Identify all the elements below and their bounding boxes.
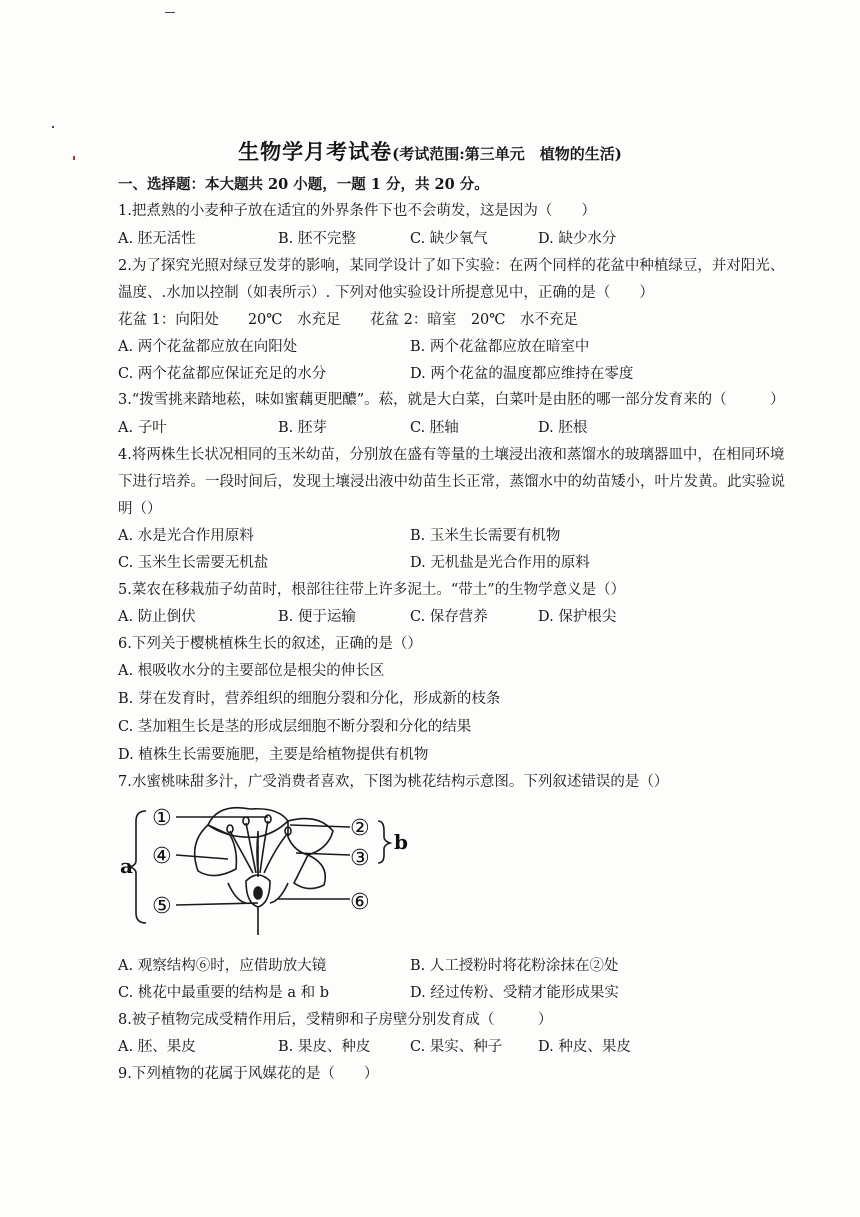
section-heading: 一、选择题：本大题共 20 小题，一题 1 分，共 20 分。 bbox=[118, 176, 489, 193]
question-3-option-b[interactable]: B. 胚芽 bbox=[278, 420, 327, 436]
question-4-stem-line3: 明（） bbox=[118, 501, 162, 517]
question-4-option-b[interactable]: B. 玉米生长需要有机物 bbox=[410, 528, 561, 544]
question-4-stem-line1: 4.将两株生长状况相同的玉米幼苗，分别放在盛有等量的土壤浸出液和蒸馏水的玻璃器皿中，在相同环境 bbox=[118, 447, 785, 463]
petal-shape bbox=[294, 855, 325, 889]
question-1-option-d[interactable]: D. 缺少水分 bbox=[538, 231, 617, 247]
question-8-option-d[interactable]: D. 种皮、果皮 bbox=[538, 1039, 631, 1055]
exam-title-scope: (考试范围:第三单元 植物的生活) bbox=[392, 145, 622, 163]
label-1: ① bbox=[152, 806, 172, 831]
ovule-shape bbox=[254, 887, 262, 899]
question-7-stem: 7.水蜜桃味甜多汁，广受消费者喜欢，下图为桃花结构示意图。下列叙述错误的是（） bbox=[118, 774, 669, 790]
question-1-stem: 1.把煮熟的小麦种子放在适宜的外界条件下也不会萌发，这是因为（ ） bbox=[118, 203, 596, 219]
question-9-stem: 9.下列植物的花属于风媒花的是（ ） bbox=[118, 1066, 379, 1082]
question-3-option-d[interactable]: D. 胚根 bbox=[538, 420, 588, 436]
label-5: ⑤ bbox=[152, 894, 172, 919]
question-5-stem: 5.菜农在移栽茄子幼苗时，根部往往带上许多泥土。“带土”的生物学意义是（） bbox=[118, 582, 626, 598]
label-6: ⑥ bbox=[350, 890, 370, 915]
question-2-option-d[interactable]: D. 两个花盆的温度都应维持在零度 bbox=[410, 366, 634, 382]
question-5-option-c[interactable]: C. 保存营养 bbox=[410, 609, 488, 625]
question-6-stem: 6.下列关于樱桃植株生长的叙述，正确的是（） bbox=[118, 636, 422, 652]
petal-shape bbox=[288, 819, 333, 855]
scan-speck bbox=[52, 126, 54, 128]
question-8-option-b[interactable]: B. 果皮、种皮 bbox=[278, 1039, 371, 1055]
leader-line bbox=[176, 855, 228, 859]
question-1-option-c[interactable]: C. 缺少氧气 bbox=[410, 231, 488, 247]
question-4-stem-line2: 下进行培养。一段时间后，发现土壤浸出液中幼苗生长正常，蒸馏水中的幼苗矮小，叶片发黄。此实验说 bbox=[118, 474, 785, 490]
question-6-option-c[interactable]: C. 茎加粗生长是茎的形成层细胞不断分裂和分化的结果 bbox=[118, 719, 472, 735]
question-6-option-b[interactable]: B. 芽在发育时，营养组织的细胞分裂和分化，形成新的枝条 bbox=[118, 691, 501, 707]
group-label-b: b bbox=[394, 830, 408, 854]
question-4-option-d[interactable]: D. 无机盐是光合作用的原料 bbox=[410, 555, 590, 571]
question-4-option-a[interactable]: A. 水是光合作用原料 bbox=[118, 528, 254, 544]
group-label-a: a bbox=[120, 854, 133, 878]
label-3: ③ bbox=[350, 846, 370, 871]
question-2-option-b[interactable]: B. 两个花盆都应放在暗室中 bbox=[410, 339, 590, 355]
brace-b bbox=[378, 821, 390, 863]
question-5-option-a[interactable]: A. 防止倒伏 bbox=[118, 609, 196, 625]
question-2-pot1: 花盆 1：向阳处 20℃ 水充足 bbox=[118, 312, 341, 328]
exam-title bbox=[0, 136, 860, 166]
question-3-option-c[interactable]: C. 胚轴 bbox=[410, 420, 459, 436]
question-6-option-d[interactable]: D. 植株生长需要施肥，主要是给植物提供有机物 bbox=[118, 747, 429, 763]
question-5-option-d[interactable]: D. 保护根尖 bbox=[538, 609, 617, 625]
question-2-pot2: 花盆 2：暗室 20℃ 水不充足 bbox=[370, 312, 579, 328]
exam-title-main: 生物学月考试卷 bbox=[238, 139, 393, 164]
question-3-stem: 3.“拨雪挑来踏地菘，味如蜜藕更肥醲”。菘，就是大白菜，白菜叶是由胚的哪一部分发育来的（ ） bbox=[118, 392, 785, 408]
question-1-option-a[interactable]: A. 胚无活性 bbox=[118, 231, 196, 247]
leader-line bbox=[290, 825, 350, 827]
question-8-option-a[interactable]: A. 胚、果皮 bbox=[118, 1039, 196, 1055]
question-4-option-c[interactable]: C. 玉米生长需要无机盐 bbox=[118, 555, 269, 571]
question-1-option-b[interactable]: B. 胚不完整 bbox=[278, 231, 356, 247]
question-2-option-a[interactable]: A. 两个花盆都应放在向阳处 bbox=[118, 339, 298, 355]
question-7-option-c[interactable]: C. 桃花中最重要的结构是 a 和 b bbox=[118, 985, 330, 1001]
scan-speck bbox=[165, 12, 175, 13]
question-7-option-d[interactable]: D. 经过传粉、受精才能形成果实 bbox=[410, 985, 619, 1001]
question-7-option-a[interactable]: A. 观察结构⑥时，应借助放大镜 bbox=[118, 958, 327, 974]
question-3-option-a[interactable]: A. 子叶 bbox=[118, 420, 167, 436]
question-7-option-b[interactable]: B. 人工授粉时将花粉涂抹在②处 bbox=[410, 958, 619, 974]
question-2-option-c[interactable]: C. 两个花盆都应保证充足的水分 bbox=[118, 366, 327, 382]
question-5-option-b[interactable]: B. 便于运输 bbox=[278, 609, 356, 625]
peach-flower-diagram bbox=[118, 803, 418, 943]
label-2: ② bbox=[350, 816, 370, 841]
question-6-option-a[interactable]: A. 根吸收水分的主要部位是根尖的伸长区 bbox=[118, 663, 385, 679]
question-2-stem-line1: 2.为了探究光照对绿豆发芽的影响，某同学设计了如下实验：在两个同样的花盆中种植绿豆，并对阳光、 bbox=[118, 258, 785, 274]
question-8-option-c[interactable]: C. 果实、种子 bbox=[410, 1039, 503, 1055]
question-8-stem: 8.被子植物完成受精作用后，受精卵和子房壁分别发育成（ ） bbox=[118, 1012, 553, 1028]
label-4: ④ bbox=[152, 844, 172, 869]
question-2-stem-line2: 温度、.水加以控制（如表所示）. 下列对他实验设计所提意见中，正确的是（ ） bbox=[118, 285, 654, 301]
